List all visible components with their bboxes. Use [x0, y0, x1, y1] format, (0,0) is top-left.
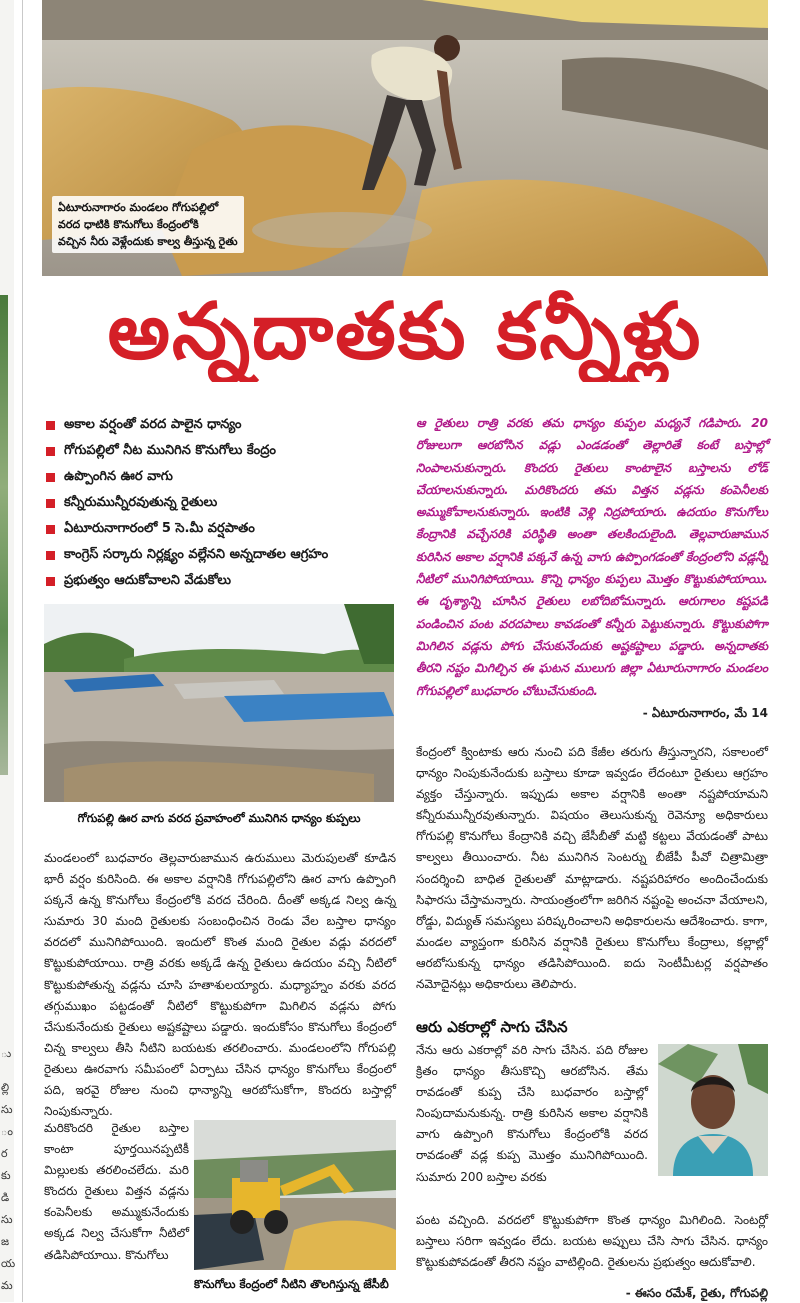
intro-paragraph: ఆ రైతులు రాత్రి వరకు తమ ధాన్యం కుప్పల మధ్యనే గడిపారు. 20 రోజులుగా ఆరబోసిన వడ్లు ఎండడంతో తెల్లారితే కంటే బస్తాల్లో నింపాలనుకున్నారు. కొందరు రైతులు కాంటాలైన బస్తాలను లోడ్ చేయాలనుకున్నారు. మరికొందరు తమ విత్తన వడ్లను కంపెనీలకు అమ్ముకోవాలనుకున్నారు. ఇంటికి వెళ్లి నిద్రపోయారు. ఉదయం కొనుగోలు కేంద్రానికి వచ్చేసరికి పరిస్థితి అంతా తలకిందులైంది. తెల్లవారుజామున కురిసిన అకాల వర్షానికి పక్కనే ఉన్న వాగు ఉప్పొంగడంతో కేంద్రంలోని వడ్లన్నీ నీటిలో మునిగిపోయాయి. కొన్ని ధాన్యం కుప్పలు మొత్తం కొట్టుకుపోయాయి. ఈ దృశ్యాన్ని చూసిన రైతులు లబోదిబోమన్నారు. ఆరుగాలం కష్టపడి పండించిన పంట వరదపాలు కావడంతో కన్నీరు పెట్టుకున్నారు. కొట్టుకుపోగా మిగిలిన వడ్లను పోగు చేసుకునేందుకు అష్టకష్టాలు పడ్డారు. అన్నదాతకు తీరని నష్టం మిగిల్చిన ఈ ఘటన ములుగు జిల్లా ఏటూరునాగారం మండలం గోగుపల్లిలో బుధవారం చోటుచేసుకుంది. [416, 416, 768, 698]
middle-photo-caption: గోగుపల్లి ఊర వాగు వరద ప్రవాహంలో మునిగిన ధాన్యం కుప్పలు [77, 811, 361, 825]
highlight-item: గోగుపల్లిలో నీట మునిగిన కొనుగోలు కేంద్రం [44, 438, 404, 464]
highlight-item: కాంగ్రెస్ సర్కారు నిర్లక్ష్యం వల్లేనని అన్నదాతల ఆగ్రహం [44, 542, 404, 568]
gutter-char: సు [1, 1213, 13, 1226]
body-right-narrow: నేను ఆరు ఎకరాల్లో వరి సాగు చేసిన. పది రోజుల క్రితం ధాన్యం తీసుకొచ్చి ఆరబోసిన. తేమ రావడంతో కుప్ప చేసి బుధవారం బస్తాల్లో నింపుదామనుకున్న. రాత్రి కురిసిన అకాల వర్షానికి వాగు ఉప్పొంగి కొనుగోలు కేంద్రంలోకి వరద రావడంతో వడ్ల కుప్ప మొత్తం మునిగిపోయింది. సుమారు 200 బస్తాల వరకు [416, 1043, 648, 1184]
gutter-char: ు [1, 1047, 12, 1060]
gutter-photo-strip [0, 295, 8, 775]
gutter-char: ం [1, 1125, 13, 1138]
highlight-item: ఉప్పొంగిన ఊర వాగు [44, 464, 404, 490]
top-photo-caption [52, 196, 244, 253]
gutter-char: ల్లి [1, 1081, 10, 1094]
farmer-byline: - ఈసం రమేశ్, రైతు, గోగుపల్లి [625, 1286, 768, 1300]
gutter-rule [22, 0, 23, 1302]
flooded-grain-heaps-illustration [44, 604, 394, 802]
subhead: ఆరు ఎకరాల్లో సాగు చేసిన [416, 1018, 568, 1036]
farmer-portrait [658, 1044, 768, 1176]
top-photo [42, 0, 768, 276]
gutter-char: జ [1, 1235, 10, 1248]
highlight-item: ప్రభుత్వం ఆదుకోవాలని వేడుకోలు [44, 568, 404, 594]
caption-line: వరద ధాటికి కొనుగోలు కేంద్రంలోకి [58, 218, 199, 231]
jcb-clearing-water-illustration [194, 1120, 396, 1270]
headline: అన్నదాతకు కన్నీళ్లు [107, 287, 703, 377]
highlight-item: అకాల వర్షంతో వరద పాలైన ధాన్యం [44, 412, 404, 438]
portrait-illustration [658, 1044, 768, 1176]
body-right-column: కేంద్రంలో క్వింటాకు ఆరు నుంచి పది కేజీల తరుగు తీస్తున్నారని, సకాలంలో ధాన్యం నింపుకునేందుకు బస్తాలు కూడా ఇవ్వడం లేదంటూ రైతులు ఆగ్రహం వ్యక్తం చేస్తున్నారు. ఇప్పుడు అకాల వర్షానికి అంతా నష్టపోయామని కన్నీరుమున్నీరవుతున్నారు. విషయం తెలుసుకున్న రెవెన్యూ అధికారులు గోగుపల్లి కొనుగోలు కేంద్రానికి వచ్చి జేసీబీతో మట్టి కట్టలు వేయడంతో పాటు కాల్వలు తీయించారు. నీట మునిగిన సెంటర్ను బీజేపీ పీవో చిత్రామిత్రా సందర్శించి బాధిత రైతులతో మాట్లాడారు. నష్టపరిహారం అందించేందుకు సిఫారసు చేస్తామన్నారు. సాయంత్రంలోగా జరిగిన నష్టంపై అంచనా వేయాలని, రోడ్డు, విద్యుత్ సమస్యలు పరిష్కరించాలని అధికారులను ఆదేశించారు. కాగా, మండల వ్యాప్తంగా కురిసిన వర్షానికి రైతులు కొనుగోలు కేంద్రాలు, కల్లాల్లో ఆరబోసుకున్న ధాన్యం తడిసిపోయింది. ఐదు సెంటీమీటర్ల వర్షపాతం నమోదైనట్లు అధికారులు తెలిపారు. [416, 745, 768, 992]
body-left-column: మండలంలో బుధవారం తెల్లవారుజామున ఉరుములు మెరుపులతో కూడిన భారీ వర్షం కురిసింది. ఈ అకాల వర్షానికి గోగుపల్లిలోని ఊర వాగు ఉప్పొంగి పక్కనే ఉన్న కొనుగోలు కేంద్రంలోకి వరద చేరింది. దీంతో అక్కడ నిల్వ ఉన్న సుమారు 30 మంది రైతులకు సంబంధించిన రెండు వేల బస్తాల ధాన్యం వరదలో మునిగిపోయింది. ఇందులో కొంత మంది రైతుల వడ్లు వరదలో కొట్టుకుపోయాయి. రాత్రి వరకు అక్కడే ఉన్న రైతులు ఉదయం వచ్చి నీటిలో కొట్టుకుపోతున్న వడ్లను చూసి హతాశులయ్యారు. మధ్యాహ్నం వరకు వరద తగ్గుముఖం పట్టడంతో నీటిలో కొట్టుకుపోగా మిగిలిన వడ్లను పోగు చేసుకునేందుకు రైతులు అష్టకష్టాలు పడ్డారు. ఇందుకోసం కొనుగోలు కేంద్రంలో చిన్న కాల్వలు తీసి నీటిని బయటకు తరలించారు. మండలంలోని గోగుపల్లి రైతులు ఊరవాగు సమీపంలో ఏర్పాటు చేసిన ధాన్యం కొనుగోలు కేంద్రంలో పది, ఇరవై రోజుల నుంచి ధాన్యాన్ని ఆరబోసుకోగా, కొందరు బస్తాల్లో నింపుకున్నారు. [44, 851, 396, 1119]
highlight-item: ఏటూరునాగారంలో 5 సె.మీ వర్షపాతం [44, 516, 404, 542]
gutter-char: డి [1, 1191, 10, 1204]
highlights-list [44, 412, 404, 594]
dateline: - ఏటూరునాగారం, మే 14 [642, 706, 768, 720]
gutter-char: య [1, 1257, 16, 1270]
highlight-item: కన్నీరుమున్నీరవుతున్న రైతులు [44, 490, 404, 516]
bottom-photo-caption: కొనుగోలు కేంద్రంలో నీటిని తొలగిస్తున్న జేసీబీ [194, 1277, 389, 1291]
gutter-char: కు [1, 1169, 11, 1182]
caption-line: వచ్చిన నీరు వెళ్లేందుకు కాల్వ తీస్తున్న రైతు [58, 235, 238, 248]
gutter-char: సు [1, 1103, 13, 1116]
bottom-photo [194, 1120, 396, 1270]
gutter-char: మ [1, 1279, 13, 1292]
middle-photo [44, 604, 394, 802]
body-left-narrow: మరికొందరి రైతుల బస్తాల కాంటా పూర్తయినప్పటికీ మిల్లులకు తరలించలేదు. మరి కొందరు రైతులు విత్తన వడ్లను కంపెనీలకు అమ్ముకునేందుకు అక్కడ నిల్వ చేసుకోగా నీటిలో తడిసిపోయాయి. కొనుగోలు [44, 1121, 189, 1262]
gutter-char: ర [1, 1147, 8, 1160]
body-right-bottom: పంట వచ్చింది. వరదలో కొట్టుకుపోగా కొంత ధాన్యం మిగిలింది. సెంటర్లో బస్తాలు సరిగా ఇవ్వడం లేదు. బయట అప్పులు చేసి సాగు చేసిన. ధాన్యం కొట్టుకుపోవడంతో తీరని నష్టం వాటిల్లింది. రైతులను ప్రభుత్వం ఆదుకోవాలి. [416, 1213, 768, 1270]
caption-line: ఏటూరునాగారం మండలం గోగుపల్లిలో [58, 201, 219, 214]
